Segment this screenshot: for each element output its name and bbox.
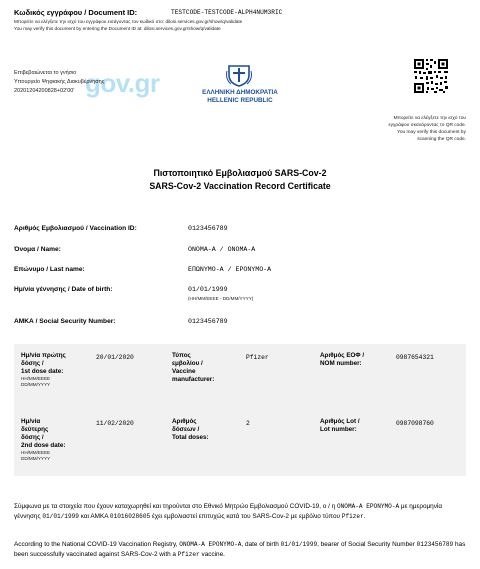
lot-number-label-line-1: Αριθμός Lot / xyxy=(320,418,360,425)
first-dose-label-line-3: 1st dose date: xyxy=(21,368,64,375)
qr-note-greek-1: Μπορείτε να ελέγξετε την ισχύ του xyxy=(393,116,466,121)
statement-greek-text-2: με ημερομηνία γέννησης xyxy=(14,503,443,520)
total-doses-label-line-2: δόσεων / xyxy=(172,426,200,433)
total-doses-label-line-3: Total doses: xyxy=(172,434,209,441)
document-id-label: Κωδικός εγγράφου / Document ID: xyxy=(14,8,138,17)
first-dose-value: 20/01/2020 xyxy=(96,354,134,361)
statement-english-text-2: , date of birth xyxy=(241,541,279,548)
nom-number-value: 0987654321 xyxy=(396,354,434,361)
amka-value: 0123456789 xyxy=(188,318,228,325)
signature-line-3: 20201204200828+02'00' xyxy=(14,88,75,94)
second-dose-label-line-1: Ημ/νία xyxy=(21,418,41,425)
second-dose-label xyxy=(21,418,65,462)
nom-number-label-line-1: Αριθμός ΕΟΦ / xyxy=(320,352,365,359)
statement-english-name: ONOMA-A EPONYMO-A xyxy=(179,541,242,548)
certificate-title-greek: Πιστοποιητικό Εμβολιασμού SARS-Cov-2 xyxy=(153,168,327,178)
statement-english-text-6: vaccine. xyxy=(201,550,225,558)
first-dose-label-line-2: δόσης / xyxy=(21,360,44,367)
last-name-label: Επώνυμο / Last name: xyxy=(14,266,85,273)
qr-code-icon xyxy=(413,58,449,94)
vaccination-id-label: Αριθμός Εμβολιασμού / Vaccination ID: xyxy=(14,225,137,232)
qr-note-english-1: You may verify this document by xyxy=(397,130,466,135)
statement-english-vaccine: Pfizer xyxy=(177,550,200,558)
statement-english-text-1: According to the National COVID-19 Vaccination Registry, xyxy=(14,541,178,548)
statement-english-ssn: 0123456789 xyxy=(416,541,454,548)
statement-english xyxy=(14,540,466,559)
statement-greek-vaccine: Pfizer xyxy=(341,512,364,520)
statement-greek-text-6: . xyxy=(363,512,366,520)
second-dose-value: 11/02/2020 xyxy=(96,420,134,427)
second-dose-format-greek: HH/MM/EEEE xyxy=(21,450,51,455)
first-dose-label xyxy=(21,352,66,388)
total-doses-label-line-1: Αριθμός xyxy=(172,418,197,425)
vaccination-id-value: 0123456789 xyxy=(188,225,228,232)
statement-english-text-4: Social Security Number xyxy=(348,541,415,548)
republic-name-greek: ΕΛΛΗΝΙΚΗ ΔΗΜΟΚΡΑΤΙΑ xyxy=(202,89,278,96)
nom-number-label-line-2: NOM number: xyxy=(320,360,362,367)
last-name-value: ΕΠΩΝΥΜΟ-Α / EPONYMO-A xyxy=(188,266,272,273)
statement-greek-amka: 01016028605 xyxy=(109,512,151,520)
vaccine-label xyxy=(172,352,214,384)
statement-greek-text-4: έχει εμβολιαστεί επιτυχώς xyxy=(151,512,225,520)
verify-text-greek: Μπορείτε να ελέγξετε την ισχύ του εγγράφου εισάγοντας τον κωδικό στο: dilosi.services.gov.gr/show/q/validate xyxy=(14,19,243,24)
vaccine-label-line-2: εμβολίου / xyxy=(172,360,203,367)
lot-number-label xyxy=(320,418,360,434)
first-dose-label-line-1: Ημ/νία πρώτης xyxy=(21,352,66,359)
qr-note-english-2: scanning the QR code. xyxy=(417,137,466,142)
document-id-value: TESTCODE-TESTCODE-ALPH4NUM3RIC xyxy=(171,9,283,16)
first-dose-format-greek: HH/MM/EEEE xyxy=(21,376,51,381)
statement-greek-text-5: κατά του SARS-Cov-2 με εμβόλιο τύπου xyxy=(226,512,340,520)
vaccine-value: Pfizer xyxy=(246,354,269,361)
date-of-birth-value: 01/01/1999 xyxy=(188,286,228,293)
second-dose-label-line-3: δόσης / xyxy=(21,434,44,441)
dose-details-box xyxy=(14,344,466,476)
verify-text-english: You may verify this document by entering the Document ID at: dilosi.services.gov.gr/show/q/validate xyxy=(14,26,221,31)
statement-greek-text-3: και ΑΜΚΑ xyxy=(80,512,109,520)
vaccine-label-line-4: manufacturer: xyxy=(172,376,215,383)
republic-name-english: HELLENIC REPUBLIC xyxy=(207,97,273,104)
statement-english-dob: 01/01/1999 xyxy=(280,541,318,548)
name-label: Όνομα / Name: xyxy=(14,246,61,253)
second-dose-label-line-4: 2nd dose date: xyxy=(21,442,66,449)
date-of-birth-format: (HH/MM/EEEE - DD/MM/YYYY) xyxy=(188,296,254,301)
vaccine-label-line-1: Τύπος xyxy=(172,352,191,359)
vaccine-label-line-3: Vaccine xyxy=(172,368,196,375)
first-dose-format-english: DD/MM/YYYY xyxy=(21,382,51,387)
total-doses-value: 2 xyxy=(246,420,250,427)
greek-emblem-icon xyxy=(225,63,253,87)
lot-number-label-line-2: Lot number: xyxy=(320,426,357,433)
date-of-birth-label: Ημ/νία γέννησης / Date of birth: xyxy=(14,286,113,293)
statement-greek-name: ONOMA-A EPONYMO-A xyxy=(336,503,400,510)
signature-line-2: Υπουργείο Ψηφιακής Διακυβέρνησης xyxy=(14,79,105,85)
statement-english-text-3: , bearer of xyxy=(317,541,347,548)
certificate-title-english: SARS-Cov-2 Vaccination Record Certificate xyxy=(149,181,331,191)
statement-greek xyxy=(14,502,466,521)
statement-english-text-5: has been successfully vaccinated against SARS-Cov-2 with a xyxy=(14,541,466,558)
name-value: ONOMA-A / ONOMA-A xyxy=(188,246,256,253)
second-dose-label-line-2: δεύτερης xyxy=(21,426,49,433)
statement-greek-dob: 01/01/1999 xyxy=(42,512,79,520)
qr-note-greek-2: εγγράφου σκανάροντας το QR code. xyxy=(388,123,466,128)
statement-greek-text-1: Σύμφωνα με τα στοιχεία που έχουν καταχωρηθεί και τηρούνται στο Εθνικό Μητρώο Εμβολιασμού COVID-19, ο / η xyxy=(14,503,336,510)
total-doses-label xyxy=(172,418,209,442)
amka-label: ΑΜΚΑ / Social Security Number: xyxy=(14,318,116,325)
second-dose-format-english: DD/MM/YYYY xyxy=(21,456,51,461)
nom-number-label xyxy=(320,352,364,368)
signature-line-1: Επιβεβαιώνεται το γνήσιο xyxy=(14,70,77,76)
gov-gr-logo: gov.gr xyxy=(85,68,160,98)
lot-number-value: 0987098760 xyxy=(396,420,434,427)
